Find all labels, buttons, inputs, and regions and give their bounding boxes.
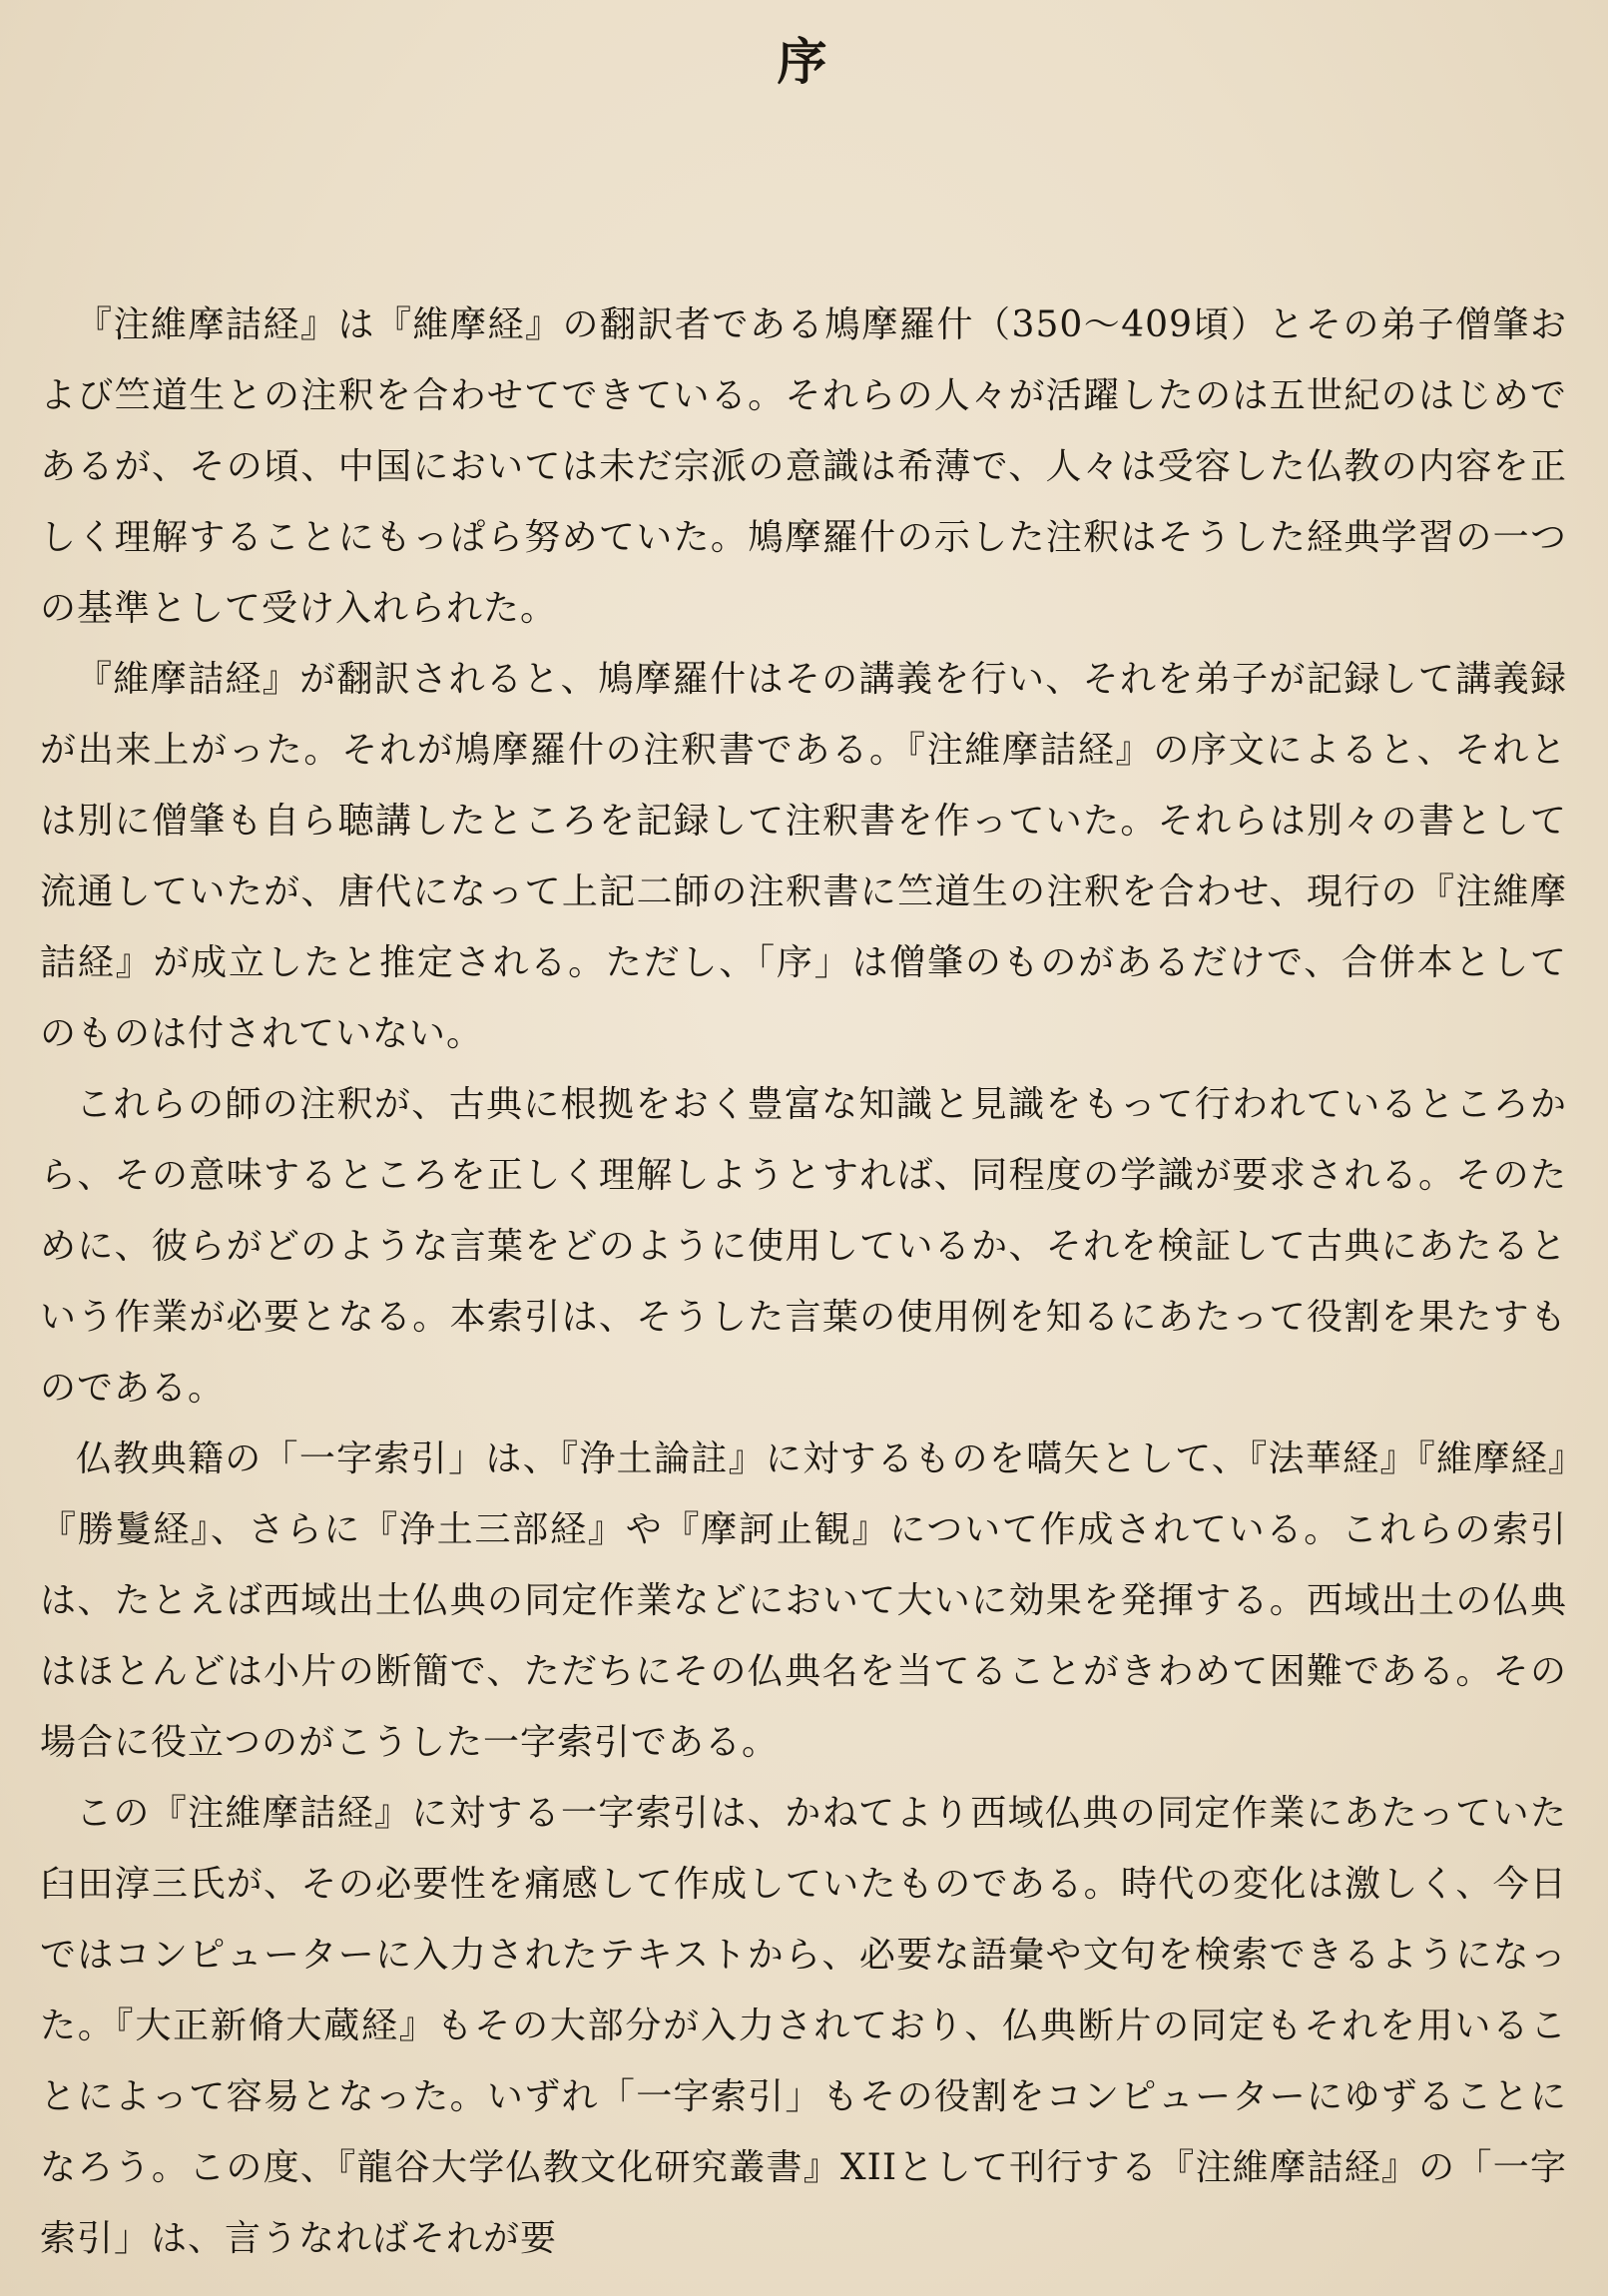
body-text <box>40 289 1567 2274</box>
paragraph-3: これらの師の注釈が、古典に根拠をおく豊富な知識と見識をもって行われているところから、その意味するところを正しく理解しようとすれば、同程度の学識が要求される。そのために、彼らがどのような言葉をどのように使用しているか、それを検証して古典にあたるという作業が必要となる。本索引は、そうした言葉の使用例を知るにあたって役割を果たすものである。 <box>40 1084 1567 1409</box>
paragraph-2: 『維摩詰経』が翻訳されると、鳩摩羅什はその講義を行い、それを弟子が記録して講義録が出来上がった。それが鳩摩羅什の注釈書である。『注維摩詰経』の序文によると、それとは別に僧肇も自ら聴講したところを記録して注釈書を作っていた。それらは別々の書として流通していたが、唐代になって上記二師の注釈書に竺道生の注釈を合わせ、現行の『注維摩詰経』が成立したと推定される。ただし、「序」は僧肇のものがあるだけで、合併本としてのものは付されていない。 <box>40 659 1567 1054</box>
paragraph-1: 『注維摩詰経』は『維摩経』の翻訳者である鳩摩羅什（350～409頃）とその弟子僧肇および竺道生との注釈を合わせてできている。それらの人々が活躍したのは五世紀のはじめであるが、その頃、中国においては未だ宗派の意識は希薄で、人々は受容した仏教の内容を正しく理解することにもっぱら努めていた。鳩摩羅什の示した注釈はそうした経典学習の一つの基準として受け入れられた。 <box>40 304 1567 629</box>
paragraph-4: 仏教典籍の「一字索引」は、『浄土論註』に対するものを嚆矢として、『法華経』『維摩経』『勝鬘経』、さらに『浄土三部経』や『摩訶止観』について作成されている。これらの索引は、たとえば西域出土仏典の同定作業などにおいて大いに効果を発揮する。西域出土の仏典はほとんどは小片の断簡で、ただちにその仏典名を当てることがきわめて困難である。その場合に役立つのがこうした一字索引である。 <box>40 1438 1567 1763</box>
paragraph-5: この『注維摩詰経』に対する一字索引は、かねてより西域仏典の同定作業にあたっていた臼田淳三氏が、その必要性を痛感して作成していたものである。時代の変化は激しく、今日ではコンピューターに入力されたテキストから、必要な語彙や文句を検索できるようになった。『大正新脩大蔵経』もその大部分が入力されており、仏典断片の同定もそれを用いることによって容易となった。いずれ「一字索引」もその役割をコンピューターにゆずることになろう。この度、『龍谷大学仏教文化研究叢書』XIIとして刊行する『注維摩詰経』の「一字索引」は、言うなればそれが要 <box>40 1793 1567 2259</box>
page-title: 序 <box>777 32 831 91</box>
